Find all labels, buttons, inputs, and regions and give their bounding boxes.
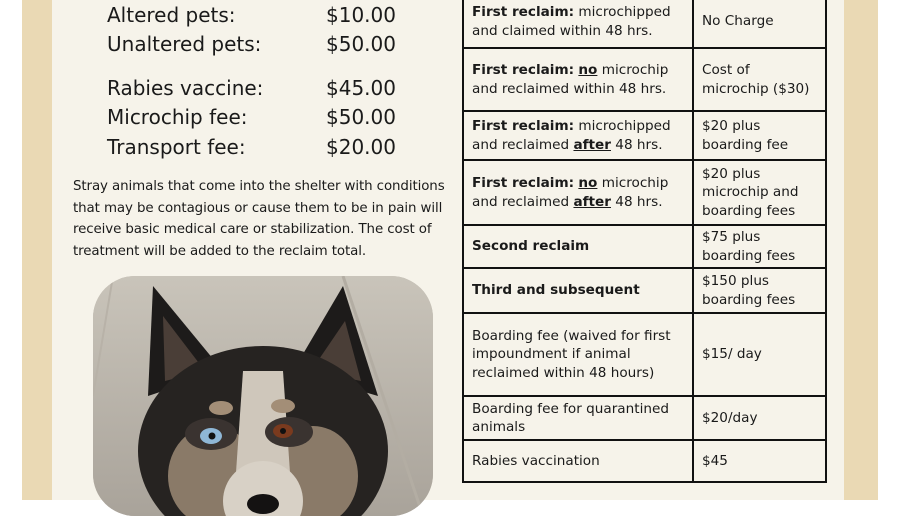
fee-row-transport <box>107 132 407 162</box>
fee-amount: $45.00 <box>326 76 396 100</box>
fee-label: Altered pets: <box>107 3 236 27</box>
reclaim-condition: microchipped <box>574 4 671 20</box>
husky-illustration <box>93 276 433 516</box>
reclaim-condition: microchipped <box>574 118 671 134</box>
table-row <box>463 160 826 225</box>
table-row <box>463 225 826 268</box>
table-row <box>463 268 826 313</box>
reclaim-charge: $75 plus boarding fees <box>693 225 826 268</box>
reclaim-charge: $20/day <box>693 396 826 440</box>
reclaim-condition-detail: and claimed within 48 hrs. <box>472 22 653 39</box>
reclaim-charge: $20 plus microchip and boarding fees <box>693 160 826 225</box>
reclaim-description: Rabies vaccination <box>463 440 693 482</box>
fee-label: Rabies vaccine: <box>107 76 264 100</box>
reclaim-description: Second reclaim <box>463 225 693 268</box>
fee-amount: $20.00 <box>326 135 396 159</box>
table-row <box>463 440 826 482</box>
reclaim-description <box>463 0 693 48</box>
reclaim-condition: microchip <box>601 62 669 78</box>
reclaim-charge: No Charge <box>693 0 826 48</box>
reclaim-title: First reclaim: <box>472 118 575 134</box>
reclaim-emphasis: after <box>573 136 611 153</box>
table-row <box>463 111 826 160</box>
reclaim-description <box>463 48 693 111</box>
reclaim-fee-table <box>462 0 827 483</box>
reclaim-condition-detail: and reclaimed <box>472 193 574 210</box>
reclaim-description <box>463 160 693 225</box>
reclaim-emphasis: no <box>578 62 598 78</box>
table-row <box>463 0 826 48</box>
reclaim-emphasis: after <box>573 193 611 210</box>
reclaim-condition-detail: 48 hrs. <box>610 136 663 153</box>
reclaim-description: Boarding fee (waived for first impoundment if animal reclaimed within 48 hours) <box>463 313 693 396</box>
fee-label: Microchip fee: <box>107 105 248 129</box>
reclaim-title: First reclaim: <box>472 175 575 191</box>
fee-amount: $50.00 <box>326 105 396 129</box>
fee-amount: $10.00 <box>326 3 396 27</box>
reclaim-title: First reclaim: <box>472 62 575 78</box>
dog-photo <box>93 276 433 516</box>
fee-row-rabies <box>107 73 407 103</box>
fee-row-unaltered <box>107 29 407 59</box>
fee-label: Unaltered pets: <box>107 32 262 56</box>
medical-care-note: Stray animals that come into the shelter with conditions that may be contagious or cause them to be in pain will receive basic medical care or stabilization. The cost of treatment will be added to the reclaim total. <box>73 179 445 259</box>
reclaim-charge: $45 <box>693 440 826 482</box>
fee-row-microchip <box>107 102 407 132</box>
fee-row-altered <box>107 0 407 30</box>
reclaim-condition: microchip <box>601 175 669 191</box>
table-row <box>463 313 826 396</box>
reclaim-condition-detail: and reclaimed within 48 hrs. <box>472 80 667 97</box>
reclaim-emphasis: no <box>578 175 598 191</box>
reclaim-charge: $150 plus boarding fees <box>693 268 826 313</box>
reclaim-condition-detail: 48 hrs. <box>610 193 663 210</box>
reclaim-description: Third and subsequent <box>463 268 693 313</box>
reclaim-description: Boarding fee for quarantined animals <box>463 396 693 440</box>
fee-label: Transport fee: <box>107 135 246 159</box>
reclaim-description <box>463 111 693 160</box>
table-row <box>463 48 826 111</box>
fee-amount: $50.00 <box>326 32 396 56</box>
reclaim-charge: $15/ day <box>693 313 826 396</box>
reclaim-condition-detail: and reclaimed <box>472 136 574 153</box>
reclaim-charge: Cost of microchip ($30) <box>693 48 826 111</box>
reclaim-charge: $20 plus boarding fee <box>693 111 826 160</box>
reclaim-title: First reclaim: <box>472 4 575 20</box>
table-row <box>463 396 826 440</box>
